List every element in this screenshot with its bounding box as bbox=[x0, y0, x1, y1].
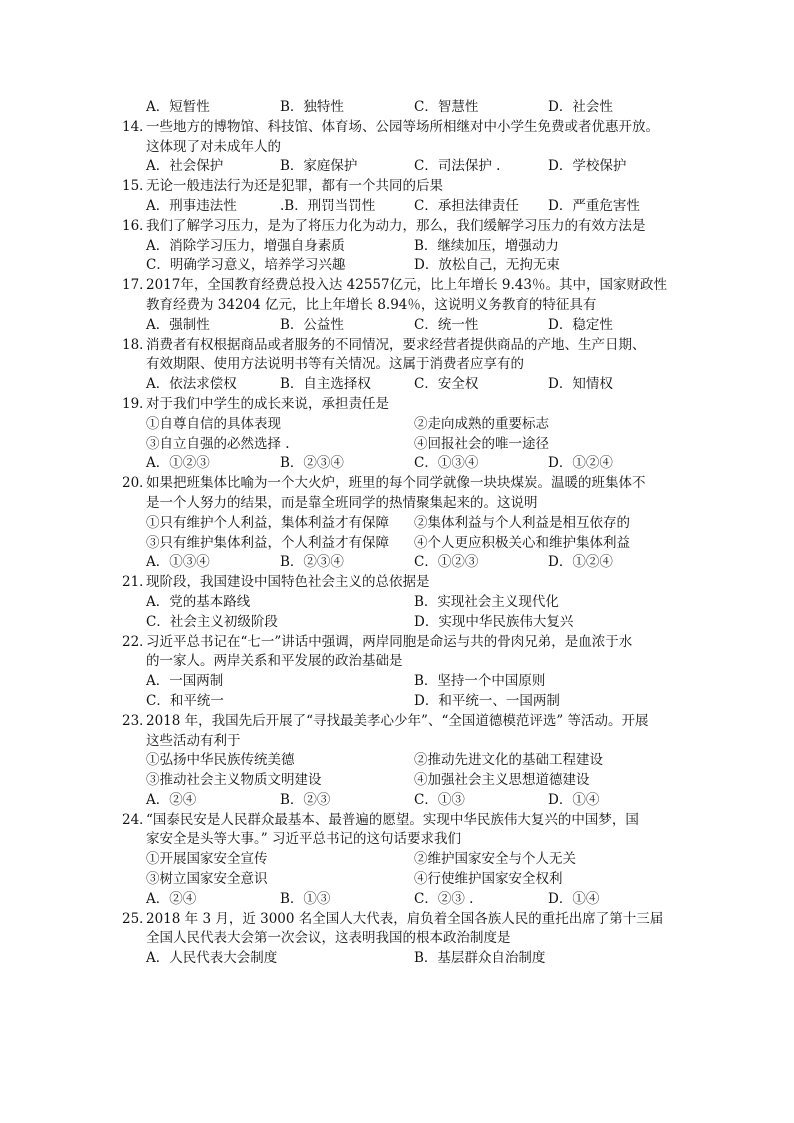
question-stem: 2018 年 3 月，近 3000 名全国人大代表，肩负着全国各族人民的重托出席了第十三届 bbox=[146, 910, 664, 927]
question-list bbox=[122, 98, 682, 969]
question-25 bbox=[122, 910, 682, 969]
option-d: D．社会性 bbox=[548, 99, 613, 115]
statement-row bbox=[122, 415, 682, 435]
option-c: C．和平统一 bbox=[146, 692, 224, 709]
option-a: A．②④ bbox=[146, 890, 197, 907]
option-b: B．②③ bbox=[280, 791, 331, 808]
option-d: D．严重危害性 bbox=[548, 197, 640, 214]
option-a: A．短暂性 bbox=[146, 99, 210, 115]
question-24 bbox=[122, 811, 682, 910]
option-c: C．承担法律责任 bbox=[414, 197, 519, 214]
option-c: C．安全权 bbox=[414, 376, 479, 393]
question-options-row bbox=[122, 672, 682, 692]
statement-2: ②维护国家安全与个人无关 bbox=[414, 851, 576, 868]
question-19 bbox=[122, 395, 682, 474]
question-stem: 一些地方的博物馆、科技馆、体育场、公园等场所相继对中小学生免费或者优惠开放。 bbox=[146, 118, 659, 135]
question-stem-cont: 家安全是头等大事。” 习近平总书记的这句话要求我们 bbox=[146, 831, 461, 848]
statement-1: ①自尊自信的具体表现 bbox=[146, 415, 281, 432]
option-a: A．①③④ bbox=[146, 554, 210, 571]
option-a: A．强制性 bbox=[146, 316, 210, 333]
option-d: D．①④ bbox=[548, 890, 600, 907]
option-c: C．司法保护 . bbox=[414, 158, 501, 175]
question-number: 24． bbox=[122, 811, 153, 828]
statement-row bbox=[122, 534, 682, 554]
option-c: C．统一性 bbox=[414, 316, 479, 333]
question-number: 14． bbox=[122, 118, 153, 135]
option-b: B．基层群众自治制度 bbox=[414, 950, 546, 967]
question-options bbox=[122, 157, 682, 177]
option-c: C．①②③ bbox=[414, 554, 479, 571]
statement-4: ④行使维护国家安全权利 bbox=[414, 871, 563, 888]
question-20 bbox=[122, 474, 682, 573]
question-options-row bbox=[122, 613, 682, 633]
question-stem: 对于我们中学生的成长来说，承担责任是 bbox=[146, 395, 389, 412]
option-b: B．家庭保护 bbox=[280, 158, 358, 175]
option-d: D．学校保护 bbox=[548, 158, 627, 175]
question-number: 25． bbox=[122, 910, 153, 927]
option-d: D．①④ bbox=[548, 791, 600, 808]
question-stem-cont: 有效期限、使用方法说明书等有关情况。这属于消费者应享有的 bbox=[146, 356, 524, 373]
option-a: A．刑事违法性 bbox=[146, 197, 237, 214]
question-options bbox=[122, 375, 682, 395]
statement-3: ③自立自强的必然选择 . bbox=[146, 435, 290, 452]
q13-options bbox=[122, 98, 682, 118]
option-c: C．明确学习意义，培养学习兴趣 bbox=[146, 257, 346, 274]
option-d: D．和平统一、一国两制 bbox=[414, 692, 560, 709]
question-stem: 消费者有权根据商品或者服务的不同情况，要求经营者提供商品的产地、生产日期、 bbox=[146, 336, 646, 353]
question-stem: 2018 年，我国先后开展了“寻找最美孝心少年”、“全国道德模范评选” 等活动。开展 bbox=[146, 712, 649, 729]
question-stem: “国泰民安是人民群众最基本、最普遍的愿望。实现中华民族伟大复兴的中国梦，国 bbox=[146, 811, 639, 828]
question-number: 16． bbox=[122, 217, 153, 234]
statement-2: ②集体利益与个人利益是相互依存的 bbox=[414, 514, 630, 531]
question-22 bbox=[122, 633, 682, 712]
statement-3: ③推动社会主义物质文明建设 bbox=[146, 772, 322, 789]
question-stem-cont: 这些活动有利于 bbox=[146, 732, 241, 749]
statement-1: ①只有维护个人利益，集体利益才有保障 bbox=[146, 514, 389, 531]
question-stem: 我们了解学习压力，是为了将压力化为动力，那么，我们缓解学习压力的有效方法是 bbox=[146, 217, 646, 234]
question-stem-cont: 教育经费为 34204 亿元，比上年增长 8.94％，这说明义务教育的特征具有 bbox=[146, 296, 597, 313]
question-options-row bbox=[122, 256, 682, 276]
option-c: C．①③ bbox=[414, 791, 465, 808]
question-stem: 2017年，全国教育经费总投入达 42557亿元，比上年增长 9.43％。其中，国家财政性 bbox=[146, 277, 667, 294]
option-a: A．①②③ bbox=[146, 455, 210, 472]
question-options bbox=[122, 553, 682, 573]
statement-4: ④个人更应积极关心和维护集体利益 bbox=[414, 534, 630, 551]
option-d: D．①②④ bbox=[548, 554, 613, 571]
question-stem: 无论一般违法行为还是犯罪，都有一个共同的后果 bbox=[146, 178, 443, 195]
question-options bbox=[122, 791, 682, 811]
question-23 bbox=[122, 712, 682, 811]
option-b: B．①③ bbox=[280, 890, 331, 907]
statement-4: ④加强社会主义思想道德建设 bbox=[414, 772, 590, 789]
question-stem: 如果把班集体比喻为一个大火炉，班里的每个同学就像一块块煤炭。温暖的班集体不 bbox=[146, 475, 646, 492]
statement-row bbox=[122, 771, 682, 791]
option-b: B．公益性 bbox=[280, 316, 344, 333]
option-b: B．独特性 bbox=[280, 99, 344, 115]
option-a: A．依法求偿权 bbox=[146, 376, 237, 393]
question-options-row bbox=[122, 949, 682, 969]
question-number: 21． bbox=[122, 574, 153, 591]
option-a: A．②④ bbox=[146, 791, 197, 808]
statement-3: ③只有维护集体利益，个人利益才有保障 bbox=[146, 534, 389, 551]
question-options-row bbox=[122, 593, 682, 613]
question-stem-cont: 的一家人。两岸关系和平发展的政治基础是 bbox=[146, 653, 403, 670]
option-c: C．①③④ bbox=[414, 455, 479, 472]
question-options bbox=[122, 316, 682, 336]
question-number: 15． bbox=[122, 178, 153, 195]
question-number: 23． bbox=[122, 712, 153, 729]
statement-1: ①弘扬中华民族传统美德 bbox=[146, 752, 295, 769]
option-a: A．一国两制 bbox=[146, 673, 224, 690]
option-b: B．坚持一个中国原则 bbox=[414, 673, 546, 690]
statement-3: ③树立国家安全意识 bbox=[146, 871, 268, 888]
statement-1: ①开展国家安全宣传 bbox=[146, 851, 268, 868]
question-stem-cont: 是一个人努力的结果，而是靠全班同学的热情聚集起来的。这说明 bbox=[146, 494, 538, 511]
statement-row bbox=[122, 435, 682, 455]
option-b: B．②③④ bbox=[280, 455, 344, 472]
question-number: 18． bbox=[122, 336, 153, 353]
option-b: B．自主选择权 bbox=[280, 376, 371, 393]
statement-row bbox=[122, 850, 682, 870]
question-15 bbox=[122, 177, 682, 217]
question-21 bbox=[122, 573, 682, 632]
question-16 bbox=[122, 217, 682, 276]
option-d: D．稳定性 bbox=[548, 316, 613, 333]
question-17 bbox=[122, 276, 682, 335]
question-stem: 习近平总书记在“七一”讲话中强调，两岸同胞是命运与共的骨肉兄弟，是血浓于水 bbox=[146, 633, 633, 650]
statement-2: ②走向成熟的重要标志 bbox=[414, 415, 549, 432]
question-number: 22． bbox=[122, 633, 153, 650]
option-d: D．①②④ bbox=[548, 455, 613, 472]
option-c: C．社会主义初级阶段 bbox=[146, 613, 278, 630]
option-b: B．②③④ bbox=[280, 554, 344, 571]
question-stem: 现阶段，我国建设中国特色社会主义的总依据是 bbox=[146, 574, 430, 591]
statement-row bbox=[122, 514, 682, 534]
option-a: A．党的基本路线 bbox=[146, 593, 251, 610]
question-stem-cont: 这体现了对未成年人的 bbox=[146, 138, 281, 155]
option-b: .B．刑罚当罚性 bbox=[280, 197, 376, 214]
option-a: A．人民代表大会制度 bbox=[146, 950, 278, 967]
option-d: D．实现中华民族伟大复兴 bbox=[414, 613, 574, 630]
question-14 bbox=[122, 118, 682, 177]
option-d: D．知情权 bbox=[548, 376, 613, 393]
question-number: 17． bbox=[122, 277, 153, 294]
question-options bbox=[122, 197, 682, 217]
question-number: 20． bbox=[122, 475, 153, 492]
option-b: B．实现社会主义现代化 bbox=[414, 593, 559, 610]
statement-row bbox=[122, 870, 682, 890]
question-options bbox=[122, 454, 682, 474]
question-options bbox=[122, 890, 682, 910]
question-stem-cont: 全国人民代表大会第一次会议，这表明我国的根本政治制度是 bbox=[146, 930, 511, 947]
option-d: D．放松自己，无拘无束 bbox=[414, 257, 560, 274]
option-a: A．消除学习压力，增强自身素质 bbox=[146, 237, 345, 254]
question-options-row bbox=[122, 237, 682, 257]
question-number: 19． bbox=[122, 395, 153, 412]
question-options-row bbox=[122, 692, 682, 712]
option-b: B．继续加压，增强动力 bbox=[414, 237, 559, 254]
question-18 bbox=[122, 336, 682, 395]
statement-row bbox=[122, 751, 682, 771]
statement-4: ④回报社会的唯一途径 bbox=[414, 435, 549, 452]
option-c: C．智慧性 bbox=[414, 99, 479, 115]
statement-2: ②推动先进文化的基础工程建设 bbox=[414, 752, 603, 769]
option-c: C．②③ . bbox=[414, 890, 474, 907]
option-a: A．社会保护 bbox=[146, 158, 224, 175]
